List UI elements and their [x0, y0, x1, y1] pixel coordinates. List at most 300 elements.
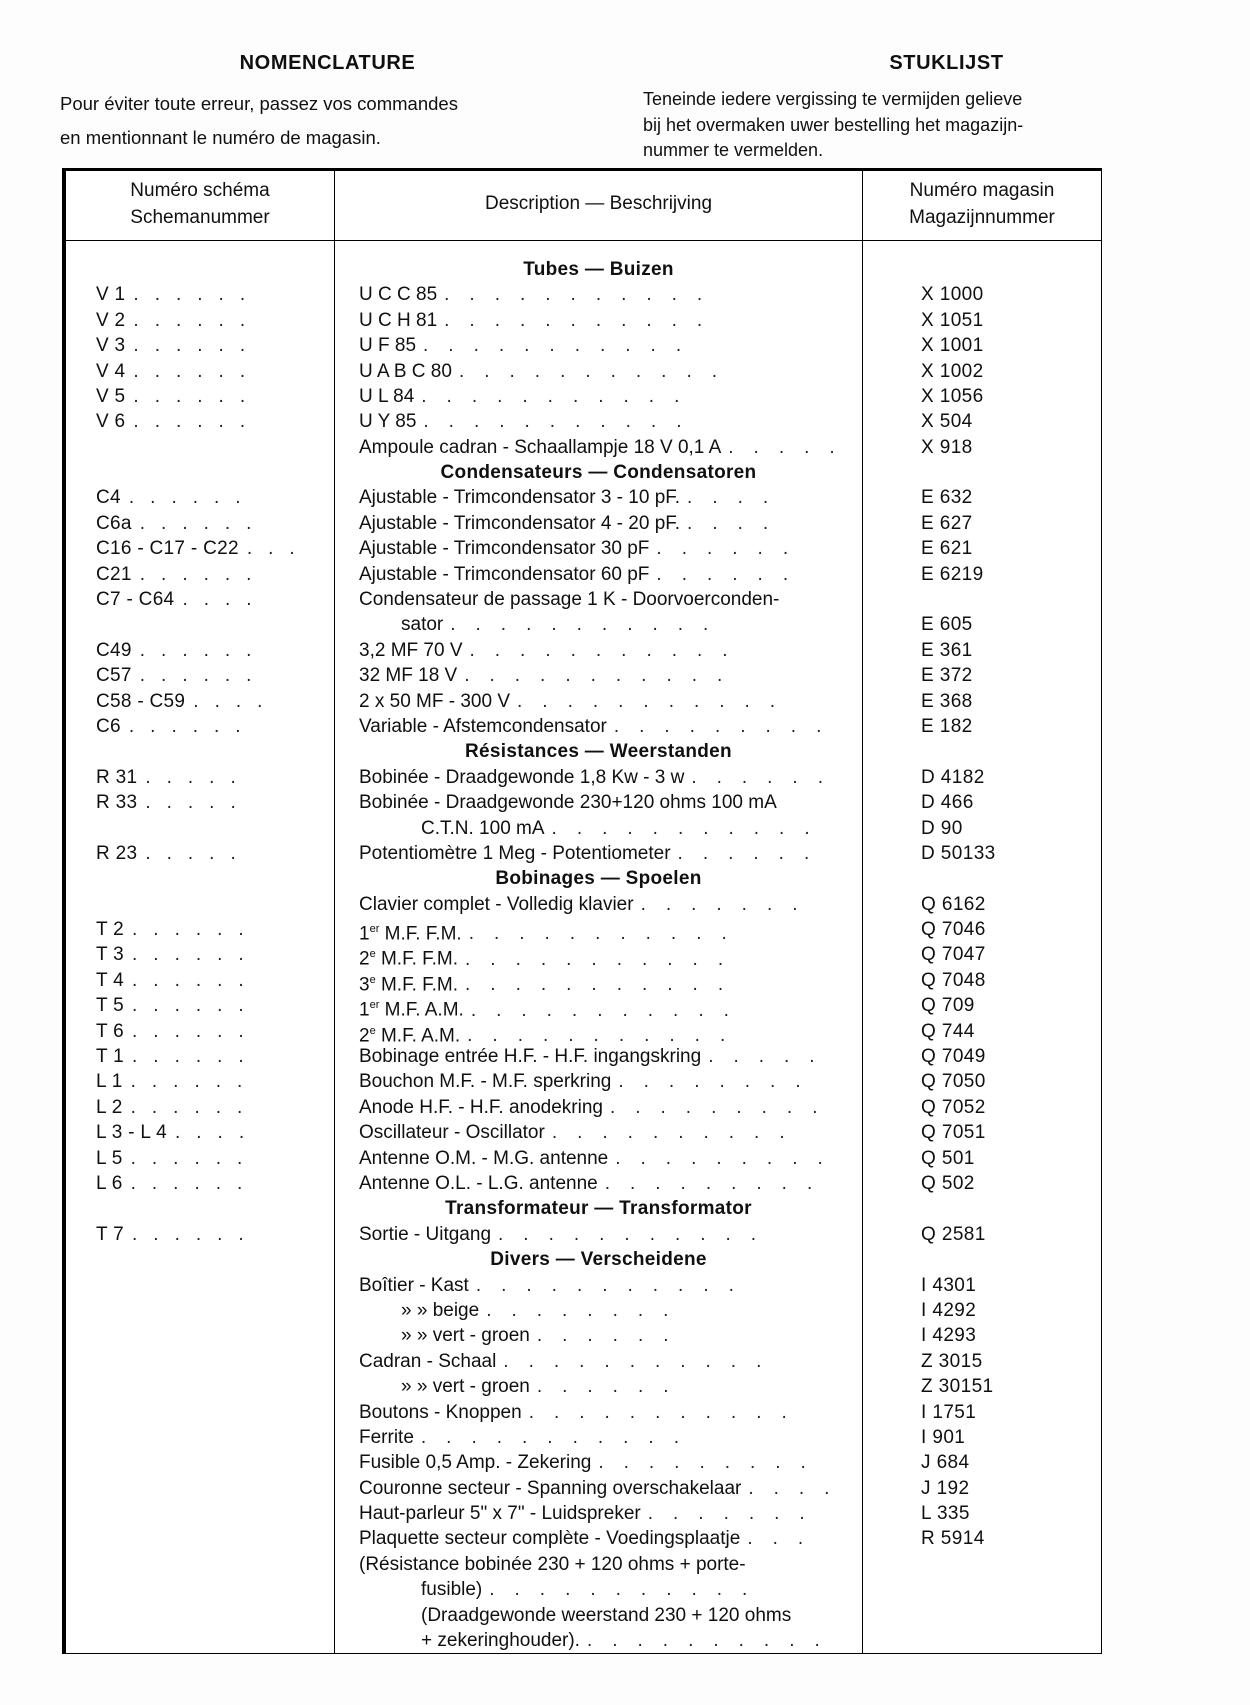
- schema-number: V 4: [96, 360, 126, 382]
- leader-dots: ......: [132, 944, 260, 966]
- leader-dots: ...........: [475, 1274, 754, 1296]
- section-heading: [335, 1196, 862, 1221]
- description-cell: [335, 1019, 862, 1044]
- leader-dots: .........: [609, 1096, 838, 1118]
- schema-cell-empty: [66, 1196, 334, 1221]
- schema-cell: [66, 587, 334, 612]
- description-text: Clavier complet - Volledig klavier: [359, 893, 634, 915]
- leader-dots: ......: [133, 385, 262, 407]
- description-text: Variable - Afstemcondensator: [359, 715, 607, 737]
- magasin-number-cell: X 504: [921, 411, 973, 433]
- magasin-number-cell: Q 502: [921, 1173, 975, 1194]
- leader-dots: ...........: [498, 1223, 777, 1245]
- description-text: » » vert - groen: [401, 1325, 530, 1347]
- leader-dots: ......: [132, 969, 260, 991]
- leader-dots: ......: [132, 1223, 260, 1245]
- description-cell: [335, 1273, 862, 1298]
- magasin-number-cell: Q 7052: [921, 1096, 986, 1118]
- leader-dots: ......: [536, 1325, 689, 1347]
- schema-number: C58 - C59: [96, 690, 186, 712]
- leader-dots: ...........: [450, 614, 729, 636]
- magasin-number-cell: Q 7051: [921, 1122, 986, 1144]
- dutch-instruction-line-3: nummer te vermelden.: [643, 140, 824, 161]
- description-text: Potentiomètre 1 Meg - Potentiometer: [359, 842, 671, 864]
- leader-dots: ....: [175, 1122, 261, 1144]
- leader-dots: ......: [130, 1096, 259, 1118]
- leader-dots: ......: [677, 842, 830, 864]
- leader-dots: ...........: [469, 639, 748, 661]
- leader-dots: ....: [687, 512, 789, 534]
- magasin-number-cell: J 684: [921, 1452, 970, 1474]
- stuklijst-title: STUKLIJST: [889, 52, 1004, 74]
- schema-cell-empty: [66, 1247, 334, 1272]
- magasin-number-cell: E 182: [921, 715, 973, 737]
- schema-cell: [66, 282, 334, 307]
- schema-cell: [66, 1552, 334, 1577]
- description-cell: [335, 384, 862, 409]
- schema-cell: [66, 1298, 334, 1323]
- leader-dots: ......: [132, 1020, 260, 1042]
- description-text: Oscillateur - Oscillator: [359, 1122, 545, 1144]
- description-cell: [335, 1526, 862, 1551]
- schema-cell: [66, 511, 334, 536]
- column-header-schema: [66, 171, 334, 240]
- section-heading: [335, 257, 862, 282]
- schema-cell: [66, 1120, 334, 1145]
- schema-cell: [66, 1044, 334, 1069]
- schema-cell: [66, 1095, 334, 1120]
- leader-dots: .........: [604, 1173, 833, 1194]
- description-text: Antenne O.M. - M.G. antenne: [359, 1147, 609, 1169]
- description-cell: [335, 1146, 862, 1171]
- magasin-number-cell: Q 501: [921, 1147, 975, 1169]
- description-text: 2e M.F. A.M.: [359, 1024, 461, 1045]
- parts-list-table: [62, 168, 1102, 1654]
- magasin-number-cell: I 4292: [921, 1299, 977, 1321]
- leader-dots: ......: [132, 919, 260, 941]
- schema-number: T 3: [96, 944, 125, 966]
- description-cell: [335, 562, 862, 587]
- leader-dots: ...: [246, 538, 311, 560]
- schema-number: V 1: [96, 284, 126, 306]
- leader-dots: ......: [128, 715, 257, 737]
- column-header-description: [334, 171, 863, 240]
- schema-cell: [66, 1069, 334, 1094]
- description-cell: [335, 1349, 862, 1374]
- description-cell: [335, 1323, 862, 1348]
- leader-dots: ...........: [458, 360, 738, 382]
- section-heading: [335, 866, 862, 891]
- leader-dots: ...: [747, 1528, 824, 1550]
- schema-number: V 3: [96, 335, 126, 357]
- magasin-number-cell: D 466: [921, 792, 974, 814]
- description-text: Ajustable - Trimcondensator 60 pF: [359, 563, 650, 585]
- leader-dots: .....: [145, 792, 252, 814]
- header-dutch-block: [625, 52, 1190, 164]
- description-text: 2 x 50 MF - 300 V: [359, 690, 511, 712]
- schema-cell: [66, 562, 334, 587]
- description-text: Condensateur de passage 1 K - Doorvoerconden-: [359, 589, 780, 611]
- schema-cell: [66, 638, 334, 663]
- description-text: 3e M.F. F.M.: [359, 973, 459, 994]
- schema-cell: [66, 892, 334, 917]
- leader-dots: ...........: [420, 1426, 699, 1448]
- description-cell: [335, 942, 862, 967]
- leader-dots: ...........: [489, 1579, 768, 1601]
- magasin-number-cell: L 335: [921, 1503, 970, 1525]
- magasin-number-cell: E 621: [921, 538, 973, 560]
- schema-cell: [66, 384, 334, 409]
- schema-number: C6a: [96, 512, 132, 534]
- schema-cell: [66, 1400, 334, 1425]
- schema-number: R 31: [96, 766, 138, 788]
- description-text: Plaquette secteur complète - Voedingsplaatje: [359, 1528, 741, 1550]
- magasin-number-cell: D 90: [921, 817, 963, 839]
- schema-cell: [66, 359, 334, 384]
- leader-dots: ...........: [464, 665, 743, 687]
- description-text: Ajustable - Trimcondensator 30 pF: [359, 538, 650, 560]
- description-text: (Draadgewonde weerstand 230 + 120 ohms: [421, 1604, 792, 1626]
- description-cell: [335, 1069, 862, 1094]
- magasin-number-cell: R 5914: [921, 1528, 985, 1550]
- leader-dots: ......: [130, 1147, 259, 1169]
- magasin-number-cell: E 361: [921, 639, 973, 661]
- description-cell: [335, 1450, 862, 1475]
- description-cell: [335, 1222, 862, 1247]
- magasin-number-cell: E 627: [921, 512, 973, 534]
- magasin-number-cell: X 1056: [921, 385, 984, 407]
- leader-dots: ......: [133, 284, 262, 306]
- schema-number-column: [66, 241, 334, 1653]
- description-text: Antenne O.L. - L.G. antenne: [359, 1173, 598, 1194]
- description-cell: [335, 841, 862, 866]
- leader-dots: ........: [618, 1071, 821, 1093]
- section-heading-text: Transformateur — Transformator: [445, 1198, 752, 1220]
- leader-dots: .........: [615, 1147, 843, 1169]
- description-cell: [335, 892, 862, 917]
- description-cell: [335, 1120, 862, 1145]
- schema-cell: [66, 816, 334, 841]
- leader-dots: ......: [656, 538, 809, 560]
- leader-dots: ...........: [465, 974, 744, 994]
- description-cell: [335, 1628, 862, 1653]
- description-cell: [335, 282, 862, 307]
- description-cell: [335, 993, 862, 1018]
- schema-number: C6: [96, 715, 121, 737]
- schema-cell: [66, 917, 334, 942]
- description-cell: [335, 587, 862, 612]
- description-cell: [335, 511, 862, 536]
- leader-dots: ......: [130, 1071, 259, 1093]
- leader-dots: ..........: [586, 1630, 840, 1652]
- magasin-number-cell: Q 7047: [921, 944, 986, 966]
- leader-dots: .......: [647, 1503, 825, 1525]
- column-header-magasin-line1: Numéro magasin: [909, 180, 1055, 201]
- leader-dots: ...........: [517, 690, 796, 712]
- section-heading-text: Résistances — Weerstanden: [465, 741, 732, 763]
- description-text: U L 84: [359, 385, 415, 407]
- magasin-number-cell: I 4293: [921, 1325, 977, 1347]
- magasin-cell-empty: [863, 1247, 1101, 1272]
- description-text: Ampoule cadran - Schaallampje 18 V 0,1 A: [359, 436, 722, 458]
- schema-cell: [66, 1450, 334, 1475]
- leader-dots: ..........: [551, 1122, 805, 1144]
- description-cell: [335, 689, 862, 714]
- magasin-number-cell: Q 2581: [921, 1223, 986, 1245]
- header-french-block: [60, 52, 625, 164]
- description-text: Fusible 0,5 Amp. - Zekering: [359, 1452, 592, 1474]
- page-header: [60, 52, 1190, 164]
- schema-number: V 2: [96, 309, 126, 331]
- schema-cell: [66, 1603, 334, 1628]
- section-heading-text: Condensateurs — Condensatoren: [440, 462, 757, 484]
- leader-dots: ......: [139, 639, 268, 661]
- description-column: [334, 241, 863, 1653]
- description-text: + zekeringhouder).: [421, 1630, 580, 1652]
- magasin-number-cell: E 6219: [921, 563, 984, 585]
- description-cell: [335, 1374, 862, 1399]
- leader-dots: ......: [133, 411, 262, 433]
- magasin-cell-empty: [863, 1628, 1101, 1653]
- magasin-number-cell: X 918: [921, 436, 973, 458]
- description-cell: [335, 1476, 862, 1501]
- schema-number: L 6: [96, 1173, 123, 1194]
- magasin-number-cell: D 4182: [921, 766, 985, 788]
- leader-dots: ....: [748, 1477, 850, 1499]
- schema-cell-empty: [66, 739, 334, 764]
- description-cell: [335, 765, 862, 790]
- schema-number: C4: [96, 487, 121, 509]
- leader-dots: .....: [708, 1046, 835, 1068]
- description-text: 32 MF 18 V: [359, 665, 458, 687]
- table-header-row: [66, 171, 1101, 241]
- schema-cell: [66, 1526, 334, 1551]
- schema-number: C7 - C64: [96, 589, 175, 611]
- description-cell: [335, 1171, 862, 1196]
- french-instruction-line-2: en mentionnant le numéro de magasin.: [60, 127, 381, 149]
- magasin-number-cell: X 1001: [921, 335, 984, 357]
- description-text: 3,2 MF 70 V: [359, 639, 463, 661]
- magasin-number-cell: X 1051: [921, 309, 984, 331]
- magasin-number-column: [863, 241, 1101, 1653]
- description-text: (Résistance bobinée 230 + 120 ohms + porte-: [359, 1553, 746, 1575]
- dutch-instruction-line-2: bij het overmaken uwer bestelling het magazijn-: [643, 114, 1024, 135]
- schema-cell-empty: [66, 866, 334, 891]
- schema-number: T 6: [96, 1020, 125, 1042]
- description-text: U Y 85: [359, 411, 417, 433]
- magasin-cell-empty: [863, 1196, 1101, 1221]
- schema-cell: [66, 1374, 334, 1399]
- magasin-number-cell: Q 744: [921, 1020, 975, 1042]
- leader-dots: ...........: [444, 284, 723, 306]
- leader-dots: .........: [598, 1452, 826, 1474]
- description-text: Bobinée - Draadgewonde 1,8 Kw - 3 w: [359, 766, 685, 788]
- leader-dots: ......: [536, 1376, 689, 1398]
- magasin-number-cell: Z 30151: [921, 1376, 994, 1398]
- description-text: Bouchon M.F. - M.F. sperkring: [359, 1071, 612, 1093]
- description-cell: [335, 917, 862, 942]
- magasin-number-cell: I 1751: [921, 1401, 977, 1423]
- description-text: Anode H.F. - H.F. anodekring: [359, 1096, 603, 1118]
- description-text: » » vert - groen: [401, 1376, 530, 1398]
- magasin-number-cell: X 1000: [921, 284, 984, 306]
- schema-number: T 4: [96, 969, 125, 991]
- description-text: Boîtier - Kast: [359, 1274, 469, 1296]
- description-cell: [335, 638, 862, 663]
- leader-dots: ...........: [423, 411, 702, 433]
- magasin-number-cell: X 1002: [921, 360, 984, 382]
- schema-number: T 2: [96, 919, 125, 941]
- leader-dots: .....: [145, 842, 252, 864]
- description-text: Boutons - Knoppen: [359, 1401, 522, 1423]
- schema-cell: [66, 1019, 334, 1044]
- description-text: U A B C 80: [359, 360, 452, 382]
- schema-cell: [66, 1476, 334, 1501]
- schema-cell: [66, 942, 334, 967]
- leader-dots: ...........: [470, 999, 749, 1019]
- leader-dots: .....: [728, 436, 855, 458]
- description-text: Ajustable - Trimcondensator 3 - 10 pF.: [359, 487, 681, 509]
- description-text: Bobinée - Draadgewonde 230+120 ohms 100 mA: [359, 792, 777, 814]
- description-text: 1er M.F. F.M.: [359, 923, 462, 943]
- magasin-number-cell: I 4301: [921, 1274, 977, 1296]
- section-heading-text: Tubes — Buizen: [523, 258, 674, 280]
- leader-dots: ........: [486, 1299, 689, 1321]
- schema-cell: [66, 435, 334, 460]
- magasin-number-cell: Q 6162: [921, 893, 986, 915]
- magasin-number-cell: I 901: [921, 1426, 966, 1448]
- leader-dots: ......: [133, 335, 262, 357]
- description-text: 2e M.F. F.M.: [359, 948, 459, 968]
- magasin-number-cell: Z 3015: [921, 1350, 983, 1372]
- magasin-number-cell: Q 7048: [921, 969, 986, 991]
- schema-number: C21: [96, 563, 132, 585]
- magasin-number-cell: E 372: [921, 665, 973, 687]
- table-body: [66, 241, 1101, 1653]
- description-cell: [335, 612, 862, 637]
- leader-dots: ...........: [528, 1401, 807, 1423]
- column-header-schema-line1: Numéro schéma: [130, 180, 270, 201]
- leader-dots: ......: [139, 665, 268, 687]
- schema-cell: [66, 612, 334, 637]
- schema-cell: [66, 663, 334, 688]
- leader-dots: ....: [687, 487, 789, 509]
- leader-dots: ....: [193, 690, 279, 712]
- magasin-number-cell: E 632: [921, 487, 973, 509]
- description-text: Ajustable - Trimcondensator 4 - 20 pF.: [359, 512, 681, 534]
- description-text: fusible): [421, 1579, 483, 1601]
- leader-dots: ......: [133, 309, 262, 331]
- magasin-number-cell: D 50133: [921, 842, 996, 864]
- description-text: Haut-parleur 5" x 7" - Luidspreker: [359, 1503, 641, 1525]
- section-heading: [335, 460, 862, 485]
- leader-dots: ...........: [423, 335, 702, 357]
- description-cell: [335, 308, 862, 333]
- magasin-cell-empty: [863, 1603, 1101, 1628]
- description-cell: [335, 1425, 862, 1450]
- description-text: U C C 85: [359, 284, 438, 306]
- schema-number: V 5: [96, 385, 126, 407]
- magasin-cell-empty: [863, 866, 1101, 891]
- description-text: Bobinage entrée H.F. - H.F. ingangskring: [359, 1046, 702, 1068]
- description-cell: [335, 485, 862, 510]
- dutch-instruction-line-1: Teneinde iedere vergissing te vermijden gelieve: [643, 89, 1023, 109]
- schema-cell: [66, 409, 334, 434]
- leader-dots: ......: [139, 563, 268, 585]
- magasin-cell-empty: [863, 739, 1101, 764]
- leader-dots: ......: [128, 487, 257, 509]
- schema-cell: [66, 1273, 334, 1298]
- leader-dots: ...........: [444, 309, 723, 331]
- column-header-description-line1: Description — Beschrijving: [484, 193, 713, 214]
- description-text: C.T.N. 100 mA: [421, 817, 545, 839]
- section-heading-text: Bobinages — Spoelen: [495, 868, 702, 890]
- description-text: U C H 81: [359, 309, 438, 331]
- leader-dots: ......: [132, 1046, 260, 1068]
- column-header-schema-line2: Schemanummer: [130, 206, 270, 228]
- schema-cell: [66, 689, 334, 714]
- schema-cell: [66, 993, 334, 1018]
- magasin-number-cell: Q 7050: [921, 1071, 986, 1093]
- schema-cell: [66, 536, 334, 561]
- description-cell: [335, 968, 862, 993]
- section-heading: [335, 739, 862, 764]
- schema-number: C57: [96, 665, 132, 687]
- description-cell: [335, 790, 862, 815]
- magasin-cell-empty: [863, 587, 1101, 612]
- description-text: Ferrite: [359, 1426, 414, 1448]
- schema-cell: [66, 485, 334, 510]
- leader-dots: .........: [613, 715, 842, 737]
- schema-number: L 1: [96, 1071, 123, 1093]
- schema-cell: [66, 1171, 334, 1196]
- section-heading-text: Divers — Verscheidene: [490, 1249, 707, 1271]
- leader-dots: ...........: [421, 385, 700, 407]
- column-header-magasin: [863, 171, 1101, 240]
- leader-dots: ...........: [467, 1024, 746, 1045]
- description-cell: [335, 536, 862, 561]
- description-cell: [335, 714, 862, 739]
- description-cell: [335, 1298, 862, 1323]
- schema-cell: [66, 968, 334, 993]
- leader-dots: ...........: [551, 817, 830, 839]
- schema-number: L 5: [96, 1147, 123, 1169]
- description-cell: [335, 1095, 862, 1120]
- leader-dots: ...........: [465, 948, 744, 968]
- schema-cell: [66, 1222, 334, 1247]
- leader-dots: ......: [139, 512, 268, 534]
- schema-cell: [66, 1501, 334, 1526]
- schema-number: C16 - C17 - C22: [96, 538, 239, 560]
- magasin-cell-empty: [863, 1577, 1101, 1602]
- column-header-magasin-line2: Magazijnnummer: [909, 206, 1055, 228]
- magasin-number-cell: E 368: [921, 690, 973, 712]
- schema-number: T 5: [96, 995, 125, 1017]
- description-cell: [335, 663, 862, 688]
- schema-cell-empty: [66, 257, 334, 282]
- schema-cell: [66, 841, 334, 866]
- schema-number: T 1: [96, 1046, 125, 1068]
- description-cell: [335, 1501, 862, 1526]
- schema-cell: [66, 1425, 334, 1450]
- schema-number: R 33: [96, 792, 138, 814]
- description-text: Couronne secteur - Spanning overschakelaar: [359, 1477, 742, 1499]
- leader-dots: ......: [656, 563, 809, 585]
- leader-dots: ......: [133, 360, 262, 382]
- description-cell: [335, 333, 862, 358]
- nomenclature-title: NOMENCLATURE: [239, 52, 416, 74]
- leader-dots: ...........: [503, 1350, 782, 1372]
